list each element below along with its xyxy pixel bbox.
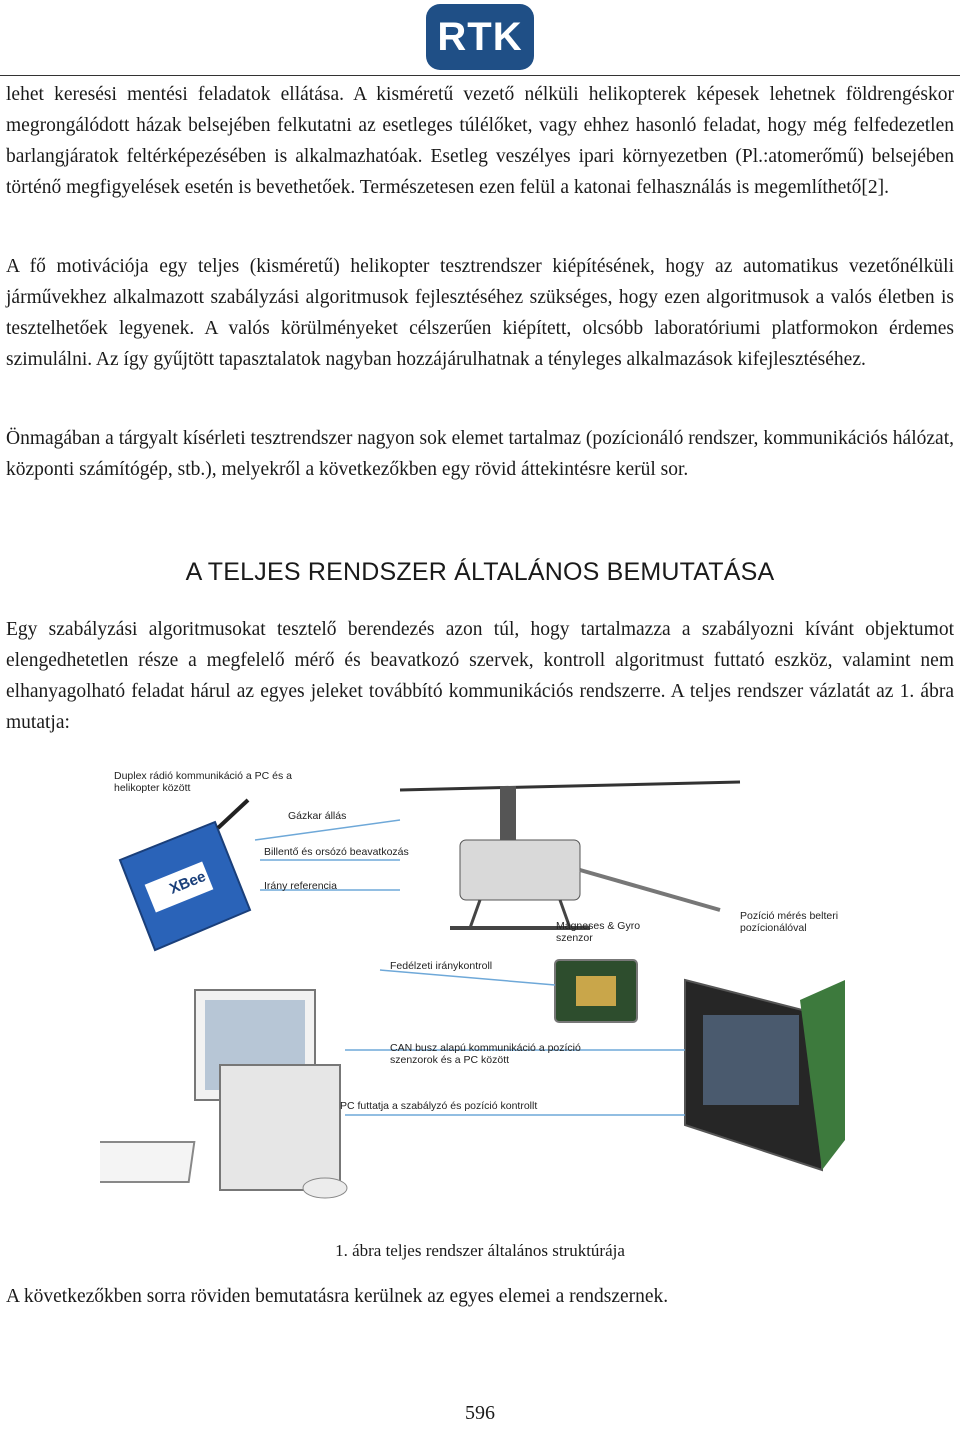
label-position-measurement: Pozíció mérés belteri pozícionálóval	[740, 910, 839, 934]
figure-caption: 1. ábra teljes rendszer általános struktúrája	[335, 1241, 625, 1260]
paragraph-motivation: A fő motivációja egy teljes (kisméretű) helikopter tesztrendszer kiépítésének, hogy az automatikus vezetőnélküli járművekhez alkalmazott szabályzási algoritmusok fejlesztéséhez szükséges, hogy ezen algoritmusok a valós életben is tesztelhetőek legyenek. A valós körülményeket célszerűen kiépített, olcsóbb laboratóriumi platformokon érdemes szimulálni. Az így gyűjtött tapasztalatok nagyban hozzájárulhatnak a tényleges alkalmazások kifejlesztéséhez.	[6, 256, 954, 370]
page-number: 596	[465, 1402, 495, 1424]
paragraph-next: A következőkben sorra röviden bemutatásra kerülnek az egyes elemei a rendszernek.	[6, 1286, 669, 1307]
label-heading-reference: Irány referencia	[264, 880, 337, 892]
system-diagram	[100, 760, 860, 1210]
label-duplex-radio: Duplex rádió kommunikáció a PC és a helikopter között	[114, 770, 292, 794]
header-rule	[0, 75, 960, 76]
computer-image	[100, 990, 347, 1198]
system-diagram-art	[100, 760, 860, 1210]
label-magnetic-gyro: Mágneses & Gyro szenzor	[556, 920, 641, 944]
paragraph-intro: lehet keresési mentési feladatok ellátása. A kisméretű vezető nélküli helikopterek képesek lehetnek földrengéskor megrongálódott házak belsejében felkutatni az esetleges túlélőket, vagy ehhez hasonló feladat, hogy még felfedezetlen barlangjáratok feltérképezésében is alkalmazhatóak. Esetleg veszélyes ipari környezetben (Pl.:atomerőmű) belsejében történő megfigyelések esetén is bevethetőek. Természetesen ezen felül a katonai felhasználás is megemlíthető[2].	[6, 84, 954, 198]
label-tilt-roll: Billentő és orsózó beavatkozás	[264, 846, 409, 858]
positioning-box-image	[685, 980, 845, 1170]
logo-text: RTK	[437, 14, 523, 59]
label-onboard-control: Fedélzeti iránykontroll	[390, 960, 493, 972]
paragraph-overview: Önmagában a tárgyalt kísérleti tesztrendszer nagyon sok elemet tartalmaz (pozícionáló rendszer, kommunikációs hálózat, központi számítógép, stb.), melyekről a következőkben egy rövid áttekintésre kerül sor.	[6, 428, 954, 480]
label-can-bus: CAN busz alapú kommunikáció a pozíció szenzorok és a PC között	[390, 1042, 581, 1066]
xbee-label: XBee	[167, 867, 209, 898]
paragraph-system: Egy szabályzási algoritmusokat tesztelő berendezés azon túl, hogy tartalmazza a szabályozni kívánt objektumot elengedhetetlen része a megfelelő mérő és beavatkozó szervek, kontroll algoritmust futtató eszköz, valamint nem elhanyagolható feladat hárul az egyes jeleket továbbító kommunikációs rendszerre. A teljes rendszer vázlatát az 1. ábra mutatja:	[6, 619, 954, 733]
sensor-chip-image	[555, 960, 637, 1022]
label-pc-control: PC futtatja a szabályzó és pozíció kontrollt	[340, 1100, 538, 1112]
rtk-logo	[426, 4, 534, 70]
helicopter-image	[400, 782, 740, 928]
section-heading: A TELJES RENDSZER ÁLTALÁNOS BEMUTATÁSA	[185, 558, 775, 586]
label-gas-lever: Gázkar állás	[288, 810, 347, 822]
